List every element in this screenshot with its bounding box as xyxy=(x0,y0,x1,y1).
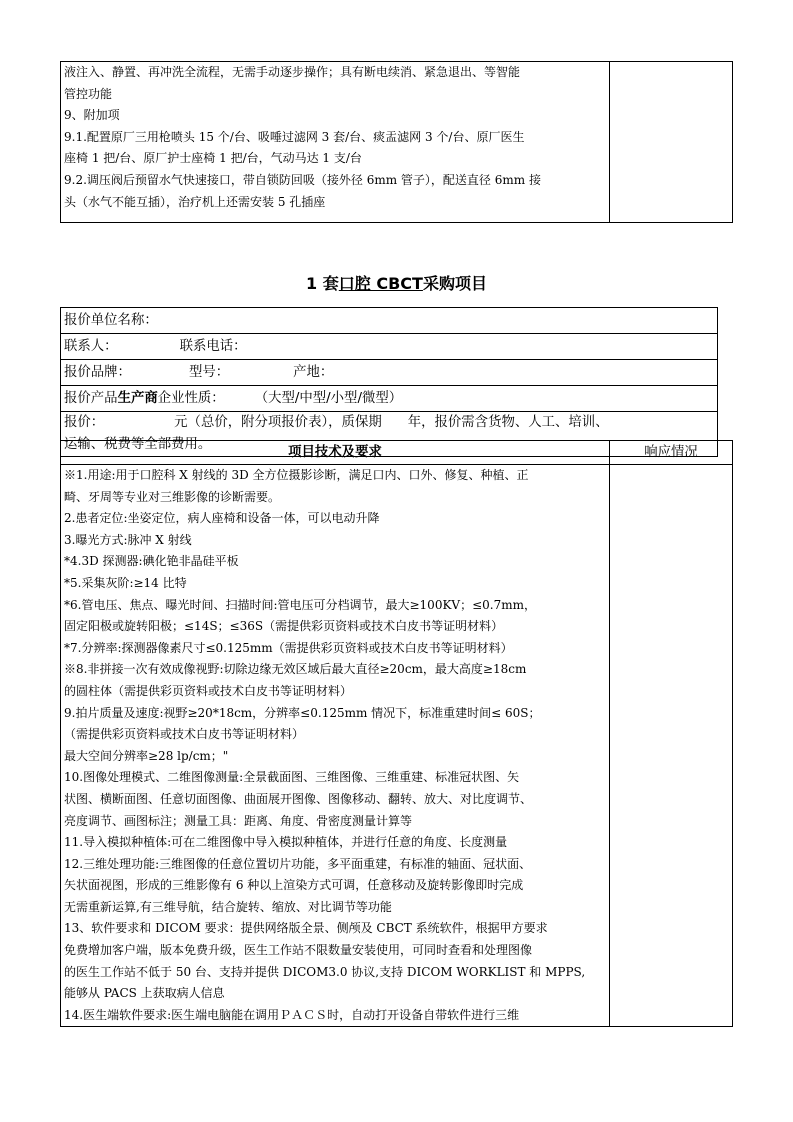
requirement-line: 的医生工作站不低于 50 台、支持并提供 DICOM3.0 协议,支持 DICOM WORKLIST 和 MPPS, xyxy=(64,964,586,979)
requirements-header: 项目技术及要求 xyxy=(61,441,610,465)
title-suffix: 采购项目 xyxy=(422,274,487,293)
requirement-line: 2.患者定位:坐姿定位，病人座椅和设备一体，可以电动升降 xyxy=(64,511,380,526)
response-cell xyxy=(610,465,733,1027)
producer-options: （大型/中型/小型/微型） xyxy=(254,391,403,406)
requirement-line: ※8.非拼接一次有效成像视野:切除边缘无效区域后最大直径≥20cm，最大高度≥18cm xyxy=(64,662,527,677)
quote-line2: 运输、税费等全部费用。 xyxy=(64,437,212,452)
quote-unit-label: 报价单位名称： xyxy=(64,313,158,328)
requirement-line: 11.导入模拟种植体:可在二维图像中导入模拟种植体，并进行任意的角度、长度测量 xyxy=(64,835,508,850)
text-line: 液注入、静置、再冲洗全流程，无需手动逐步操作；具有断电续消、紧急退出、等智能 xyxy=(64,65,521,79)
requirement-line: 3.曝光方式:脉冲 X 射线 xyxy=(64,532,192,547)
brand-row xyxy=(61,360,718,386)
requirement-line: 无需重新运算,有三维导航，结合旋转、缩放、对比调节等功能 xyxy=(64,899,392,914)
requirement-line: ※1.用途:用于口腔科 X 射线的 3D 全方位摄影诊断，满足口内、口外、修复、种植、正 xyxy=(64,468,529,482)
section-title xyxy=(0,274,793,294)
requirement-line: *6.管电压、焦点、曝光时间、扫描时间:管电压可分档调节，最大≥100KV；≤0.7mm， xyxy=(64,597,536,612)
text-line: 9.1.配置原厂三用枪喷头 15 个/台、吸唾过滤网 3 套/台、痰盂滤网 3 个/台、原厂医生 xyxy=(64,129,525,144)
title-underlined: 口腔 CBCT xyxy=(338,274,423,293)
requirement-line: 最大空间分辨率≥28 lp/cm；" xyxy=(64,748,229,763)
requirement-line: 能够从 PACS 上获取病人信息 xyxy=(64,986,225,1001)
requirement-line: 13、软件要求和 DICOM 要求：提供网络版全景、侧颅及 CBCT 系统软件，根据甲方要求 xyxy=(64,921,548,936)
brand-label: 报价品牌： xyxy=(64,365,131,380)
requirement-line: 12.三维处理功能:三维图像的任意位置切片功能，多平面重建，有标准的轴面、冠状面、 xyxy=(64,856,532,871)
requirement-line: （需提供彩页资料或技术白皮书等证明材料） xyxy=(64,727,305,742)
requirement-line: 10.图像处理模式、二维图像测量:全景截面图、三维图像、三维重建、标准冠状图、矢 xyxy=(64,770,520,785)
text-line: 管控功能 xyxy=(64,86,113,101)
phone-label: 联系电话： xyxy=(179,339,247,354)
requirements-cell xyxy=(61,465,610,1027)
title-prefix: 1 套 xyxy=(306,274,339,293)
requirement-line: 畸、牙周等专业对三维影像的诊断需要。 xyxy=(64,489,281,504)
contact-row xyxy=(61,334,718,360)
requirement-line: 矢状面视图，形成的三维影像有 6 种以上渲染方式可调，任意移动及旋转影像即时完成 xyxy=(64,878,524,893)
text-line: 头（水气不能互插），治疗机上还需安装 5 孔插座 xyxy=(64,194,326,209)
requirement-line: 14.医生端软件要求:医生端电脑能在调用ＰＡＣＳ时，自动打开设备自带软件进行三维 xyxy=(64,1007,520,1022)
response-header: 响应情况 xyxy=(610,441,733,465)
contact-label: 联系人： xyxy=(64,339,118,354)
requirement-line: 状图、横断面图、任意切面图像、曲面展开图像、图像移动、翻转、放大、对比度调节、 xyxy=(64,791,533,806)
producer-suffix: 企业性质： xyxy=(157,391,225,406)
requirement-line: *4.3D 探测器:碘化铯非晶硅平板 xyxy=(64,554,239,569)
requirement-line: 免费增加客户端，版本免费升级，医生工作站不限数量安装使用，可同时查看和处理图像 xyxy=(64,943,533,958)
producer-bold: 生产商 xyxy=(117,391,158,406)
origin-label: 产地： xyxy=(293,365,334,380)
requirement-line: 固定阳极或旋转阳极；≤14S；≤36S（需提供彩页资料或技术白皮书等证明材料） xyxy=(64,619,504,634)
requirement-line: 9.拍片质量及速度:视野≥20*18cm，分辨率≤0.125mm 情况下，标准重建时间≤ 60S； xyxy=(64,705,541,720)
quote-tail: 年，报价需含货物、人工、培训、 xyxy=(407,415,609,430)
quote-info-table xyxy=(60,307,718,457)
quote-mid: 元（总价，附分项报价表），质保期 xyxy=(174,415,382,430)
requirement-line: *7.分辨率:探测器像素尺寸≤0.125mm（需提供彩页资料或技术白皮书等证明材料） xyxy=(64,640,513,655)
model-label: 型号： xyxy=(188,365,230,380)
continued-requirements-table xyxy=(60,61,733,223)
continued-requirements-cell xyxy=(61,62,610,223)
requirements-table xyxy=(60,440,733,1027)
quote-unit-row xyxy=(61,308,718,334)
requirement-line: 亮度调节、画图标注；测量工具：距离、角度、骨密度测量计算等 xyxy=(64,813,413,828)
quote-label: 报价： xyxy=(64,415,105,430)
continued-response-cell xyxy=(610,62,733,223)
requirement-line: 的圆柱体（需提供彩页资料或技术白皮书等证明材料） xyxy=(64,683,353,698)
text-line: 9.2.调压阀后预留水气快速接口，带自锁防回吸（接外径 6mm 管子），配送直径 6mm 接 xyxy=(64,172,541,187)
text-line: 9、附加项 xyxy=(64,108,120,123)
producer-row xyxy=(61,386,718,412)
text-line: 座椅 1 把/台、原厂护士座椅 1 把/台，气动马达 1 支/台 xyxy=(64,151,362,166)
requirement-line: *5.采集灰阶:≥14 比特 xyxy=(64,575,187,590)
producer-prefix: 报价产品 xyxy=(64,391,118,406)
